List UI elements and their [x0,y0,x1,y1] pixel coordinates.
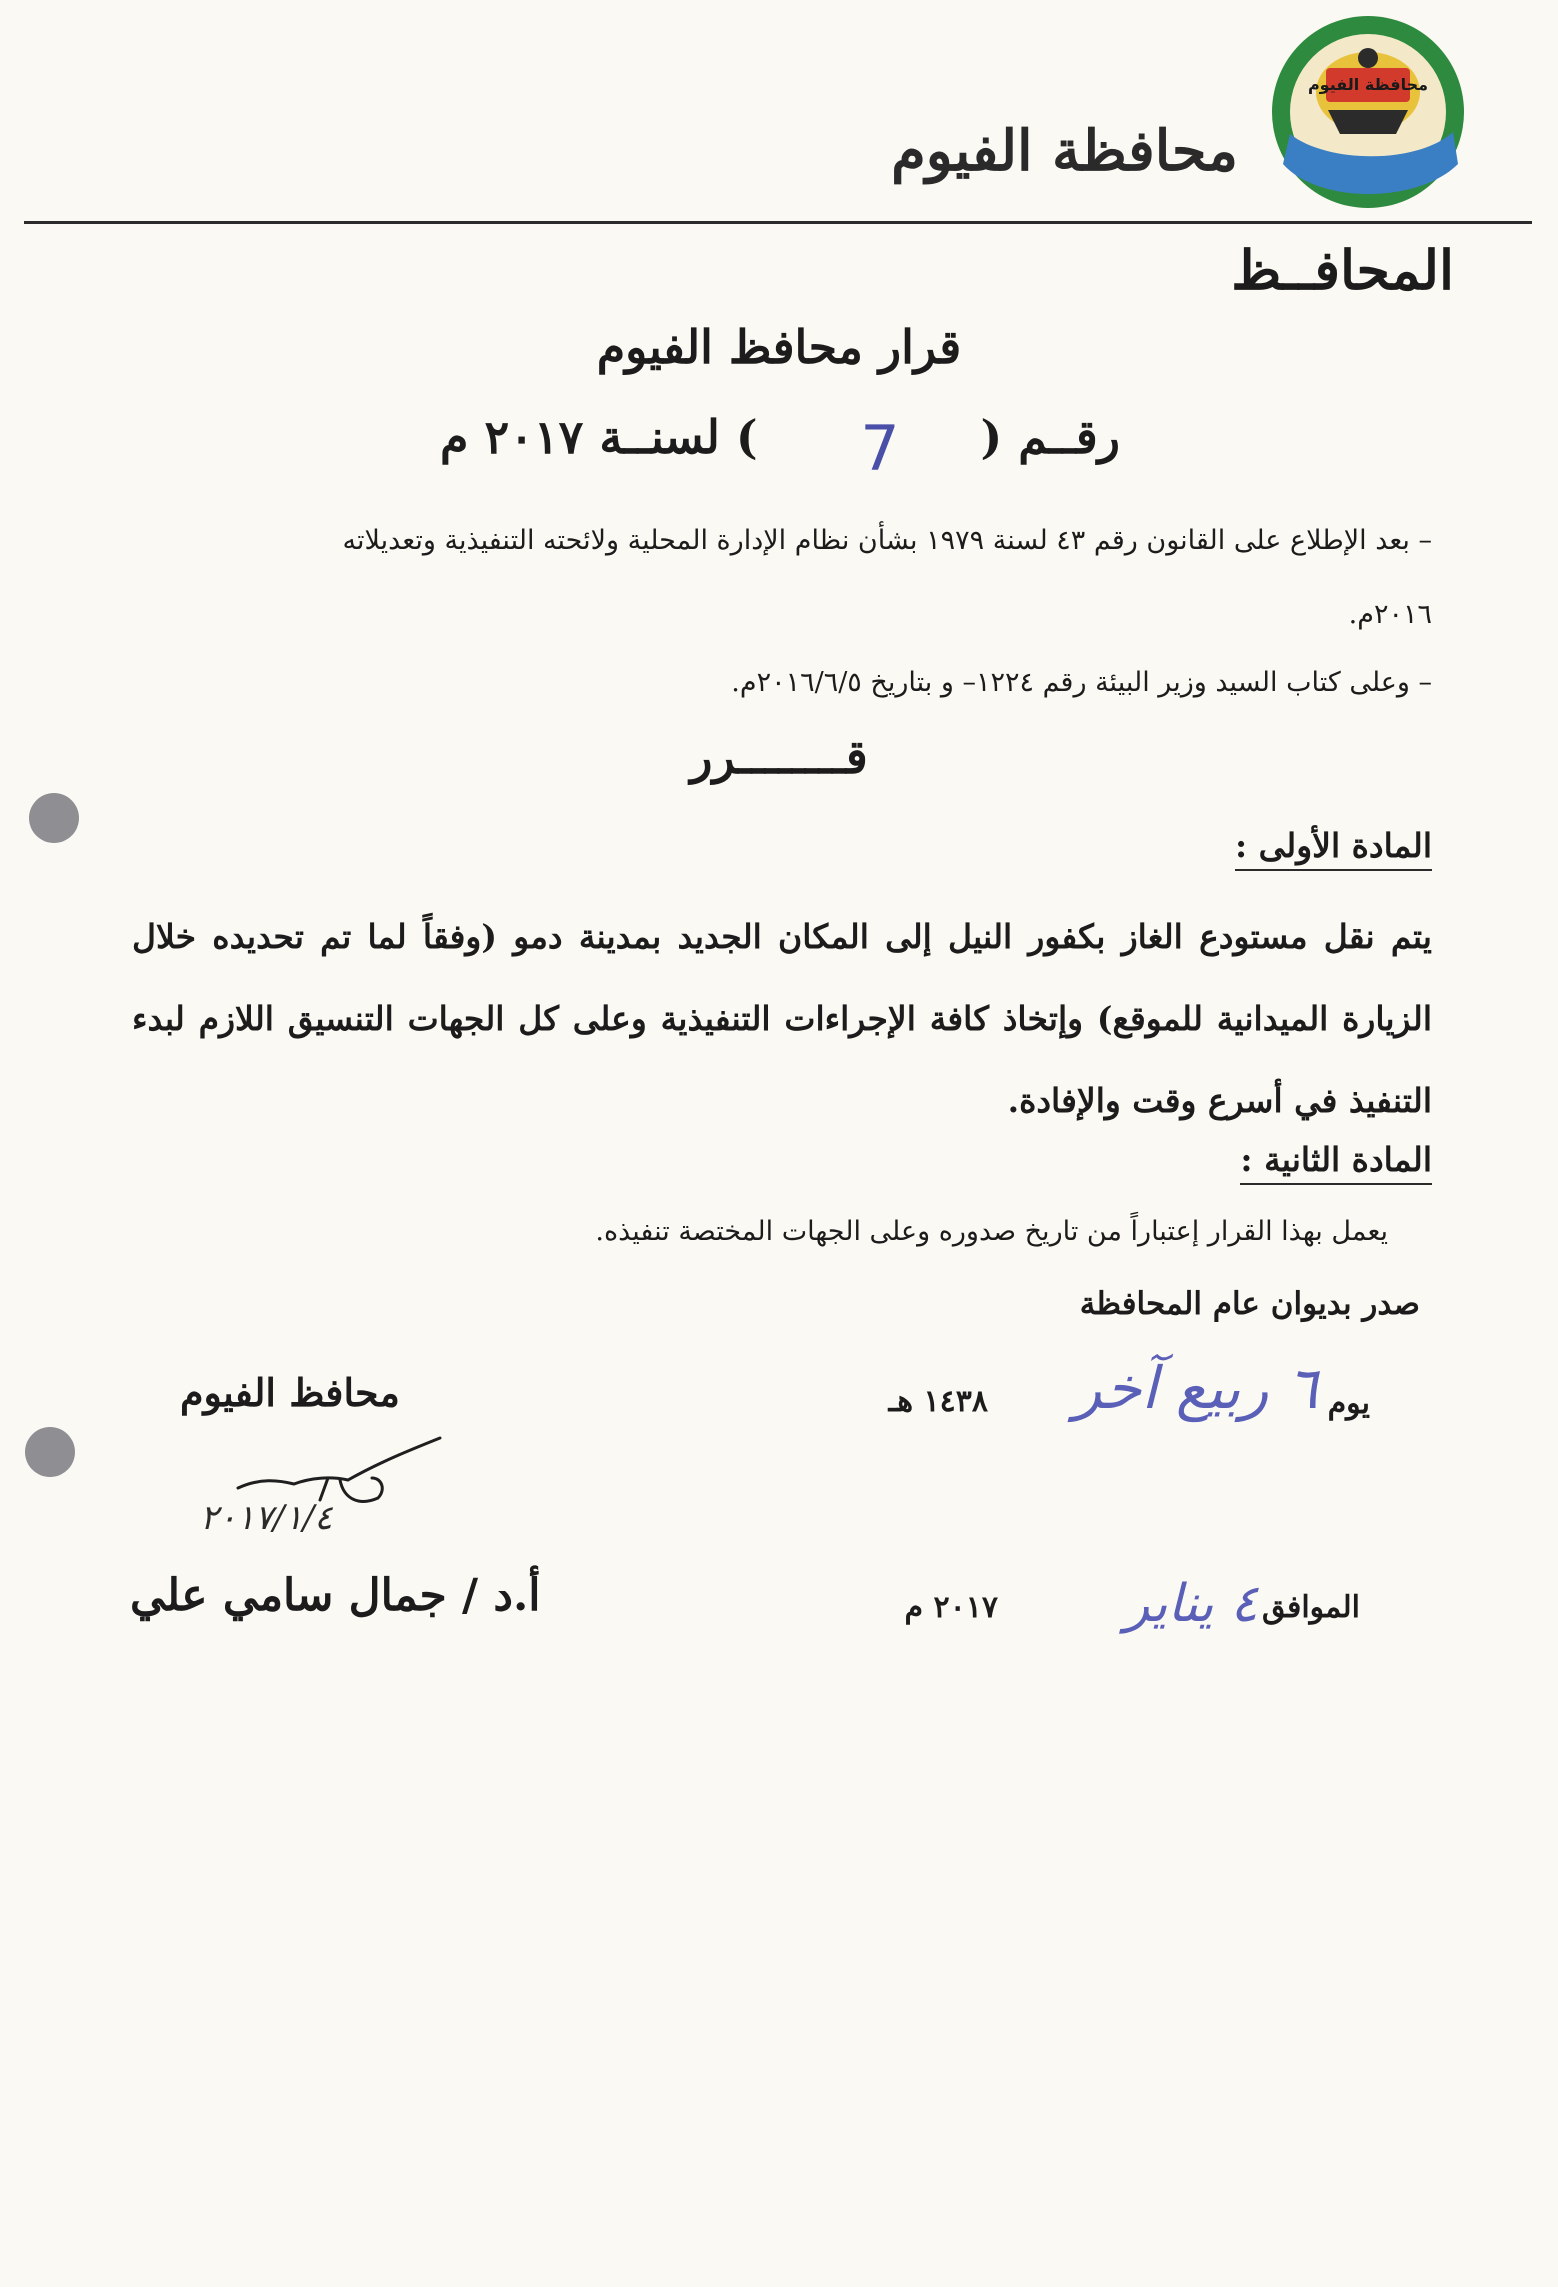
signature-handwritten-date: ٢٠١٧/١/٤ [200,1498,333,1538]
governorate-name: محافظة الفيوم [891,118,1238,184]
article-2-body: يعمل بهذا القرار إعتباراً من تاريخ صدوره وعلى الجهات المختصة تنفيذه. [595,1216,1388,1247]
issued-at-line: صدر بديوان عام المحافظة [1079,1286,1420,1322]
svg-text:محافظة الفيوم: محافظة الفيوم [1307,75,1429,94]
hijri-date-prefix: يوم [1327,1386,1370,1421]
office-title: المحافــظ [1231,238,1454,302]
signatory-title: محافظ الفيوم [180,1370,400,1415]
decision-title: قرار محافظ الفيوم [596,320,962,374]
article-2-heading: المادة الثانية : [1240,1140,1432,1185]
hijri-year: ١٤٣٨ هـ [888,1384,988,1419]
signatory-name: أ.د / جمال سامي علي [130,1570,541,1621]
article-1-body: يتم نقل مستودع الغاز بكفور النيل إلى المكان الجديد بمدينة دمو (وفقاً لما تم تحديده خلال الزيارة الميدانية للموقع) وإتخاذ كافة الإجراءات التنفيذية وعلى كل الجهات التنسيق اللازم لبدء التنفيذ في أسرع وقت والإفادة. [132,917,1432,1120]
decision-year: ) لسنــة ٢٠١٧ م [440,410,758,464]
binder-hole [25,1427,75,1477]
decides-heading: قــــــــرر [690,730,868,784]
gregorian-date-prefix: الموافق [1261,1590,1360,1625]
decision-number-label: رقــم ( [980,410,1120,464]
article-1-heading: المادة الأولى : [1235,826,1432,871]
gregorian-date-handwritten: ٤ يناير [1124,1574,1258,1634]
binder-hole [29,793,79,843]
preamble-line-3: – وعلى كتاب السيد وزير البيئة رقم ١٢٢٤– و بتاريخ ٢٠١٦/٦/٥م. [731,667,1432,698]
decision-number-handwritten: 7 [860,412,900,485]
preamble-line-2: ٢٠١٦م. [1348,599,1432,630]
header-divider [24,221,1532,224]
gregorian-year: ٢٠١٧ م [904,1590,998,1625]
fayoum-governorate-logo [1268,14,1468,210]
hijri-date-handwritten: ٦ ربيع آخر [1073,1354,1318,1422]
decision-number-line [440,410,1120,490]
preamble-line-1: – بعد الإطلاع على القانون رقم ٤٣ لسنة ١٩٧٩ بشأن نظام الإدارة المحلية ولائحته التنفيذية وتعديلاته [342,525,1432,556]
